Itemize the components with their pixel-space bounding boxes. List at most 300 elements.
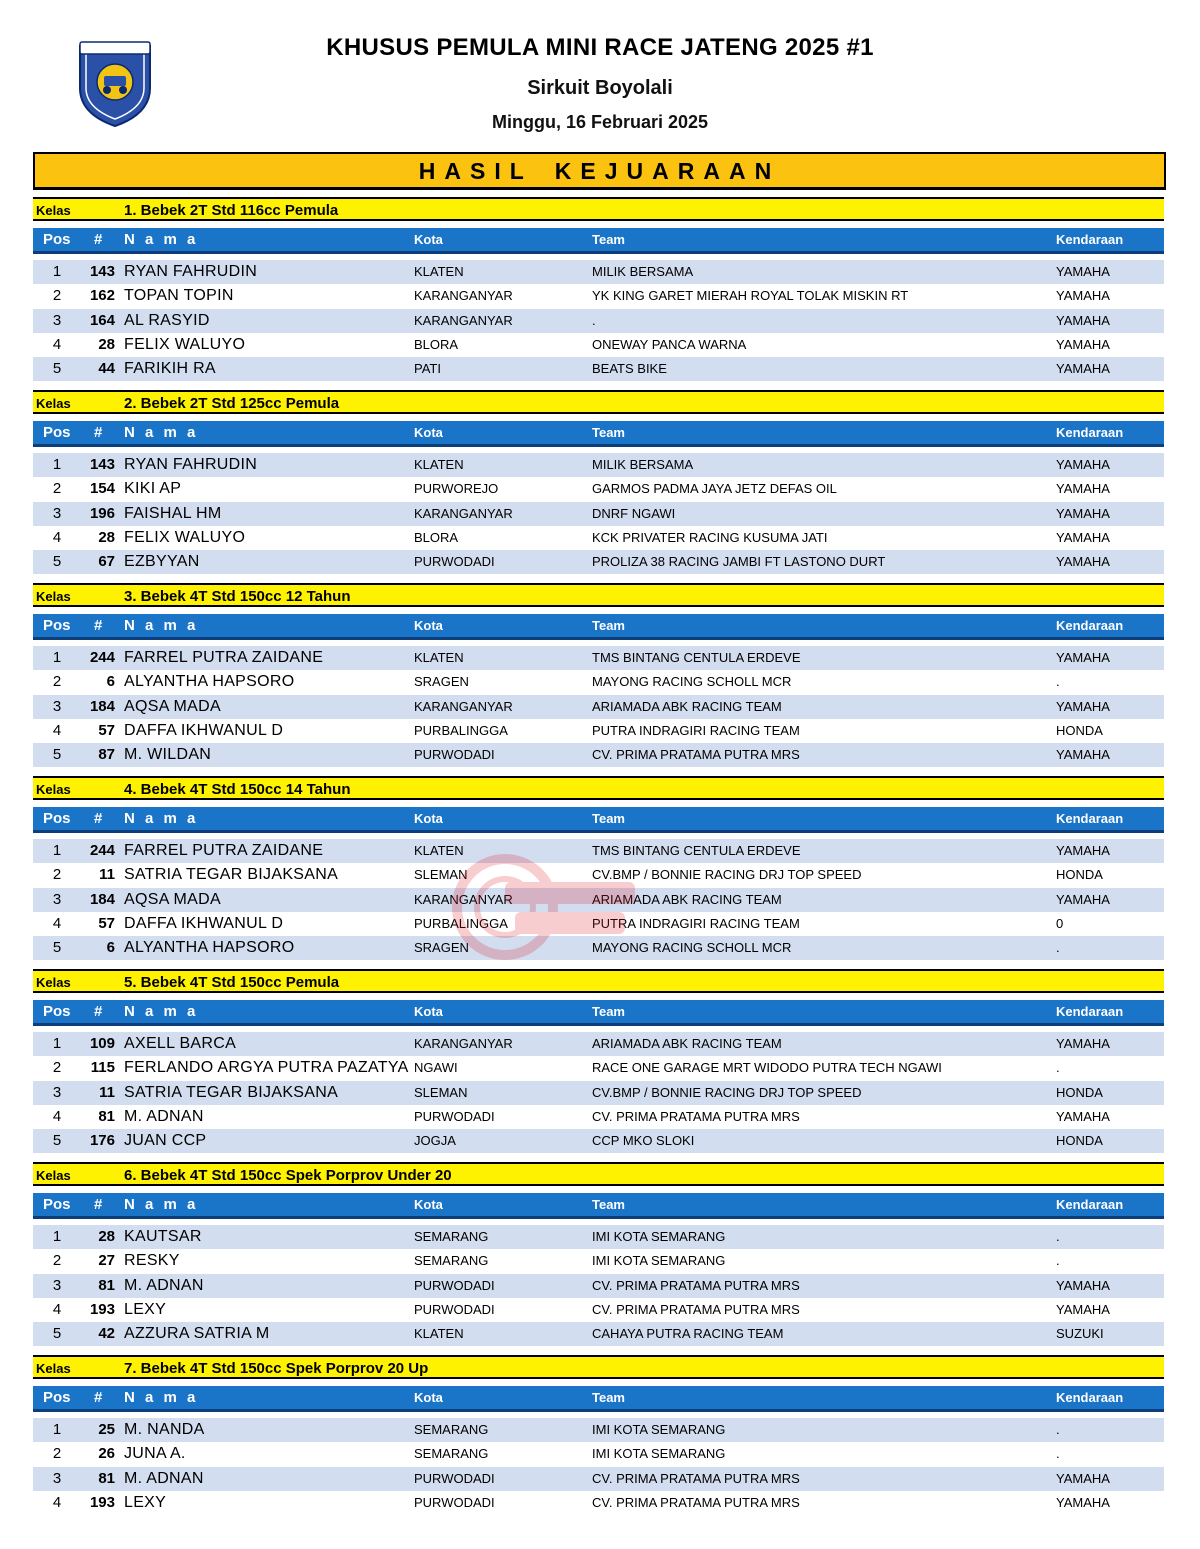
rider-number: 42 — [98, 1325, 115, 1343]
col-name: N a m a — [124, 617, 199, 634]
position: 5 — [52, 360, 62, 378]
table-row — [33, 453, 1164, 477]
col-city: Kota — [414, 232, 443, 247]
rider-team: MILIK BERSAMA — [592, 457, 694, 472]
rider-team: CV.BMP / BONNIE RACING DRJ TOP SPEED — [592, 1084, 862, 1100]
rider-number: 6 — [106, 673, 115, 691]
rider-team: CV. PRIMA PRATAMA PUTRA MRS — [592, 747, 800, 763]
rider-city: KARANGANYAR — [414, 288, 513, 304]
rider-vehicle: YAMAHA — [1056, 336, 1110, 352]
rider-name: SATRIA TEGAR BIJAKSANA — [124, 866, 339, 884]
rider-city: PURWODADI — [414, 1301, 495, 1317]
rider-team: CV. PRIMA PRATAMA PUTRA MRS — [592, 1470, 800, 1486]
col-city: Kota — [414, 811, 443, 826]
results-table — [33, 1225, 1164, 1346]
table-row — [33, 284, 1164, 308]
rider-city: PURWODADI — [414, 1108, 495, 1124]
rider-number: 57 — [98, 721, 115, 739]
rider-name: RYAN FAHRUDIN — [124, 456, 258, 473]
rider-name: JUAN CCP — [124, 1132, 207, 1150]
rider-team: CV. PRIMA PRATAMA PUTRA MRS — [592, 1494, 800, 1510]
position: 2 — [52, 673, 62, 691]
col-number: # — [94, 1196, 103, 1213]
rider-city: PURWODADI — [414, 1277, 495, 1293]
position: 5 — [52, 1325, 62, 1343]
rider-name: KIKI AP — [124, 480, 182, 498]
table-row — [33, 309, 1164, 333]
col-team: Team — [592, 232, 625, 247]
rider-name: KAUTSAR — [124, 1228, 202, 1245]
rider-vehicle: YAMAHA — [1056, 1036, 1110, 1051]
table-row — [33, 1322, 1164, 1346]
rider-number: 154 — [89, 480, 115, 498]
class-label: Kelas — [36, 1168, 71, 1183]
col-vehicle: Kendaraan — [1056, 1390, 1124, 1405]
col-name: N a m a — [124, 231, 199, 248]
results-table — [33, 260, 1164, 381]
table-row — [33, 743, 1164, 767]
table-row — [33, 695, 1164, 719]
col-pos: Pos — [43, 1389, 71, 1406]
rider-name: EZBYYAN — [124, 553, 200, 571]
class-section — [0, 1162, 1200, 1355]
position: 3 — [52, 890, 62, 908]
banner-word-kejuaraan: KEJUARAAN — [554, 158, 781, 184]
rider-vehicle: . — [1056, 1060, 1060, 1076]
col-city: Kota — [414, 1197, 443, 1212]
rider-team: ONEWAY PANCA WARNA — [592, 336, 747, 352]
table-row — [33, 526, 1164, 550]
rider-city: KLATEN — [414, 457, 464, 472]
position: 2 — [52, 1252, 62, 1270]
rider-vehicle: YAMAHA — [1056, 529, 1110, 545]
rider-vehicle: YAMAHA — [1056, 481, 1110, 497]
rider-name: FARREL PUTRA ZAIDANE — [124, 649, 324, 666]
table-row — [33, 1491, 1164, 1515]
col-vehicle: Kendaraan — [1056, 811, 1124, 826]
position: 3 — [52, 1469, 62, 1487]
rider-vehicle: YAMAHA — [1056, 843, 1110, 858]
table-header — [33, 1000, 1164, 1026]
rider-vehicle: HONDA — [1056, 722, 1103, 738]
position: 2 — [52, 480, 62, 498]
rider-team: MAYONG RACING SCHOLL MCR — [592, 940, 792, 956]
class-section — [0, 969, 1200, 1162]
rider-vehicle: HONDA — [1056, 1133, 1103, 1149]
col-pos: Pos — [43, 810, 71, 827]
col-city: Kota — [414, 1390, 443, 1405]
banner-word-hasil: HASIL — [418, 158, 533, 184]
position: 5 — [52, 1132, 62, 1150]
rider-name: ALYANTHA HAPSORO — [124, 673, 295, 691]
rider-vehicle: YAMAHA — [1056, 554, 1110, 570]
table-header — [33, 807, 1164, 833]
col-number: # — [94, 617, 103, 634]
rider-city: KARANGANYAR — [414, 891, 513, 907]
class-bar — [33, 1162, 1164, 1186]
col-team: Team — [592, 1390, 625, 1405]
col-city: Kota — [414, 618, 443, 633]
rider-number: 11 — [99, 866, 115, 884]
rider-city: PURWOREJO — [414, 481, 499, 497]
table-row — [33, 550, 1164, 574]
event-date: Minggu, 16 Februari 2025 — [491, 112, 709, 132]
class-name: 1. Bebek 2T Std 116cc Pemula — [124, 202, 339, 219]
position: 3 — [52, 1276, 62, 1294]
rider-team: MAYONG RACING SCHOLL MCR — [592, 674, 792, 690]
table-row — [33, 1442, 1164, 1466]
rider-name: TOPAN TOPIN — [124, 287, 234, 305]
rider-team: PUTRA INDRAGIRI RACING TEAM — [592, 722, 800, 738]
class-name: 4. Bebek 4T Std 150cc 14 Tahun — [124, 781, 351, 798]
table-row — [33, 1081, 1164, 1105]
table-row — [33, 863, 1164, 887]
rider-city: SLEMAN — [414, 867, 468, 883]
rider-vehicle: YAMAHA — [1056, 1470, 1110, 1486]
class-label: Kelas — [36, 396, 71, 411]
rider-number: 26 — [98, 1445, 115, 1463]
rider-team: CAHAYA PUTRA RACING TEAM — [592, 1326, 784, 1342]
rider-number: 67 — [98, 553, 115, 571]
rider-vehicle: . — [1056, 1446, 1060, 1462]
rider-vehicle: YAMAHA — [1056, 1277, 1110, 1293]
position: 4 — [52, 1300, 62, 1318]
col-vehicle: Kendaraan — [1056, 1197, 1124, 1212]
rider-team: IMI KOTA SEMARANG — [592, 1229, 726, 1244]
rider-city: SEMARANG — [414, 1253, 489, 1269]
rider-number: 81 — [98, 1107, 115, 1125]
rider-vehicle: YAMAHA — [1056, 264, 1110, 279]
class-name: 3. Bebek 4T Std 150cc 12 Tahun — [124, 588, 351, 605]
rider-team: ARIAMADA ABK RACING TEAM — [592, 891, 782, 907]
rider-city: SRAGEN — [414, 940, 469, 956]
rider-city: SEMARANG — [414, 1422, 489, 1437]
class-section — [0, 776, 1200, 969]
table-header — [33, 421, 1164, 447]
table-header — [33, 1193, 1164, 1219]
rider-vehicle: YAMAHA — [1056, 747, 1110, 763]
position: 1 — [52, 1421, 62, 1438]
table-row — [33, 1056, 1164, 1080]
rider-name: JUNA A. — [124, 1445, 186, 1463]
results-table — [33, 1418, 1164, 1515]
rider-team: PUTRA INDRAGIRI RACING TEAM — [592, 915, 800, 931]
position: 1 — [52, 1228, 62, 1245]
rider-name: FELIX WALUYO — [124, 335, 246, 353]
rider-vehicle: SUZUKI — [1056, 1326, 1104, 1342]
class-section — [0, 390, 1200, 583]
col-vehicle: Kendaraan — [1056, 425, 1124, 440]
table-header — [33, 228, 1164, 254]
class-name: 5. Bebek 4T Std 150cc Pemula — [124, 974, 340, 991]
class-label: Kelas — [36, 1361, 71, 1376]
rider-name: M. ADNAN — [124, 1107, 204, 1125]
rider-team: TMS BINTANG CENTULA ERDEVE — [592, 843, 801, 858]
rider-name: FARREL PUTRA ZAIDANE — [124, 842, 324, 859]
position: 2 — [52, 866, 62, 884]
rider-number: 143 — [89, 456, 115, 473]
table-row — [33, 888, 1164, 912]
table-header — [33, 614, 1164, 640]
rider-name: SATRIA TEGAR BIJAKSANA — [124, 1083, 339, 1101]
col-vehicle: Kendaraan — [1056, 1004, 1124, 1019]
rider-vehicle: . — [1056, 1422, 1060, 1437]
rider-name: RYAN FAHRUDIN — [124, 263, 258, 280]
rider-vehicle: YAMAHA — [1056, 288, 1110, 304]
rider-city: SRAGEN — [414, 674, 469, 690]
col-vehicle: Kendaraan — [1056, 232, 1124, 247]
rider-number: 27 — [98, 1252, 115, 1270]
rider-team: CV. PRIMA PRATAMA PUTRA MRS — [592, 1108, 800, 1124]
rider-number: 57 — [98, 914, 115, 932]
rider-name: RESKY — [124, 1252, 180, 1270]
rider-name: LEXY — [124, 1300, 167, 1318]
rider-vehicle: YAMAHA — [1056, 505, 1110, 521]
class-bar — [33, 1355, 1164, 1379]
rider-team: CV.BMP / BONNIE RACING DRJ TOP SPEED — [592, 867, 862, 883]
position: 3 — [52, 504, 62, 522]
table-row — [33, 1032, 1164, 1056]
class-section — [0, 583, 1200, 776]
table-row — [33, 477, 1164, 501]
rider-vehicle: HONDA — [1056, 867, 1103, 883]
rider-number: 87 — [98, 746, 115, 764]
rider-team: RACE ONE GARAGE MRT WIDODO PUTRA TECH NGAWI — [592, 1060, 942, 1076]
rider-name: AL RASYID — [124, 311, 210, 329]
class-name: 2. Bebek 2T Std 125cc Pemula — [124, 395, 340, 412]
rider-vehicle: . — [1056, 1229, 1060, 1244]
col-number: # — [94, 1389, 103, 1406]
rider-name: AXELL BARCA — [124, 1035, 237, 1052]
rider-number: 184 — [89, 890, 115, 908]
rider-city: PURWODADI — [414, 554, 495, 570]
rider-name: DAFFA IKHWANUL D — [124, 914, 284, 932]
rider-city: NGAWI — [414, 1060, 458, 1076]
rider-name: AZZURA SATRIA M — [124, 1325, 270, 1343]
rider-vehicle: YAMAHA — [1056, 698, 1110, 714]
rider-city: KARANGANYAR — [414, 1036, 513, 1051]
rider-number: 81 — [98, 1469, 115, 1487]
rider-name: M. ADNAN — [124, 1469, 204, 1487]
rider-vehicle: . — [1056, 940, 1060, 956]
rider-name: DAFFA IKHWANUL D — [124, 721, 284, 739]
position: 1 — [52, 1035, 62, 1052]
table-row — [33, 1418, 1164, 1442]
table-row — [33, 1129, 1164, 1153]
rider-team: ARIAMADA ABK RACING TEAM — [592, 1036, 782, 1051]
rider-city: KARANGANYAR — [414, 312, 513, 328]
rider-team: IMI KOTA SEMARANG — [592, 1253, 726, 1269]
rider-name: LEXY — [124, 1493, 167, 1511]
col-number: # — [94, 231, 103, 248]
table-header — [33, 1386, 1164, 1412]
table-row — [33, 936, 1164, 960]
table-row — [33, 646, 1164, 670]
col-city: Kota — [414, 425, 443, 440]
col-number: # — [94, 1003, 103, 1020]
position: 5 — [52, 553, 62, 571]
table-row — [33, 670, 1164, 694]
position: 4 — [52, 721, 62, 739]
position: 2 — [52, 287, 62, 305]
rider-city: PURWODADI — [414, 1494, 495, 1510]
class-bar — [33, 390, 1164, 414]
col-team: Team — [592, 811, 625, 826]
col-team: Team — [592, 1197, 625, 1212]
table-row — [33, 1225, 1164, 1249]
rider-city: JOGJA — [414, 1133, 456, 1149]
rider-vehicle: 0 — [1056, 915, 1064, 931]
rider-number: 44 — [98, 360, 115, 378]
position: 5 — [52, 746, 62, 764]
col-name: N a m a — [124, 1003, 199, 1020]
col-team: Team — [592, 425, 625, 440]
rider-team: CCP MKO SLOKI — [592, 1133, 695, 1149]
rider-city: KLATEN — [414, 843, 464, 858]
col-city: Kota — [414, 1004, 443, 1019]
rider-team: IMI KOTA SEMARANG — [592, 1422, 726, 1437]
rider-vehicle: YAMAHA — [1056, 891, 1110, 907]
rider-vehicle: YAMAHA — [1056, 1301, 1110, 1317]
rider-number: 244 — [89, 842, 115, 859]
col-name: N a m a — [124, 810, 199, 827]
col-number: # — [94, 424, 103, 441]
results-table — [33, 453, 1164, 574]
rider-city: PATI — [414, 361, 441, 377]
rider-number: 6 — [106, 939, 115, 957]
rider-number: 176 — [89, 1132, 115, 1150]
rider-vehicle: YAMAHA — [1056, 312, 1110, 328]
rider-name: FAISHAL HM — [124, 504, 222, 522]
rider-number: 164 — [89, 311, 115, 329]
rider-vehicle: YAMAHA — [1056, 1108, 1110, 1124]
rider-number: 143 — [89, 263, 115, 280]
rider-vehicle: YAMAHA — [1056, 361, 1110, 377]
results-table — [33, 646, 1164, 767]
table-row — [33, 1298, 1164, 1322]
rider-vehicle: HONDA — [1056, 1084, 1103, 1100]
col-pos: Pos — [43, 424, 71, 441]
rider-city: KLATEN — [414, 1326, 464, 1342]
rider-number: 28 — [98, 528, 115, 546]
rider-city: PURBALINGGA — [414, 722, 508, 738]
col-pos: Pos — [43, 1003, 71, 1020]
rider-name: M. NANDA — [124, 1421, 205, 1438]
table-row — [33, 1105, 1164, 1129]
col-pos: Pos — [43, 617, 71, 634]
rider-city: BLORA — [414, 336, 459, 352]
rider-team: PROLIZA 38 RACING JAMBI FT LASTONO DURT — [592, 554, 886, 570]
table-row — [33, 502, 1164, 526]
rider-number: 28 — [98, 1228, 115, 1245]
rider-team: YK KING GARET MIERAH ROYAL TOLAK MISKIN RT — [592, 288, 909, 304]
results-table — [33, 839, 1164, 960]
position: 4 — [52, 1493, 62, 1511]
position: 3 — [52, 311, 62, 329]
class-label: Kelas — [36, 782, 71, 797]
table-row — [33, 912, 1164, 936]
class-label: Kelas — [36, 589, 71, 604]
table-row — [33, 357, 1164, 381]
table-row — [33, 1467, 1164, 1491]
rider-city: KLATEN — [414, 264, 464, 279]
rider-vehicle: YAMAHA — [1056, 650, 1110, 665]
rider-city: PURBALINGGA — [414, 915, 508, 931]
position: 1 — [52, 263, 62, 280]
rider-team: GARMOS PADMA JAYA JETZ DEFAS OIL — [592, 481, 837, 497]
class-label: Kelas — [36, 203, 71, 218]
table-row — [33, 839, 1164, 863]
rider-number: 81 — [98, 1276, 115, 1294]
rider-team: ARIAMADA ABK RACING TEAM — [592, 698, 782, 714]
col-name: N a m a — [124, 1196, 199, 1213]
col-number: # — [94, 810, 103, 827]
rider-team: DNRF NGAWI — [592, 505, 676, 521]
rider-city: KLATEN — [414, 650, 464, 665]
rider-city: PURWODADI — [414, 747, 495, 763]
rider-vehicle: YAMAHA — [1056, 1494, 1110, 1510]
rider-name: AQSA MADA — [124, 697, 221, 715]
rider-team: KCK PRIVATER RACING KUSUMA JATI — [592, 529, 828, 545]
rider-name: M. ADNAN — [124, 1276, 204, 1294]
rider-city: BLORA — [414, 529, 459, 545]
col-pos: Pos — [43, 231, 71, 248]
position: 4 — [52, 335, 62, 353]
rider-name: FERLANDO ARGYA PUTRA PAZATYA — [124, 1059, 409, 1077]
col-vehicle: Kendaraan — [1056, 618, 1124, 633]
rider-vehicle: . — [1056, 1253, 1060, 1269]
results-banner — [33, 152, 1166, 190]
col-name: N a m a — [124, 424, 199, 441]
rider-number: 193 — [89, 1300, 115, 1318]
results-sections — [0, 197, 1200, 1548]
rider-number: 28 — [98, 335, 115, 353]
rider-name: FELIX WALUYO — [124, 528, 246, 546]
table-row — [33, 1249, 1164, 1273]
rider-number: 162 — [89, 287, 115, 305]
rider-city: SEMARANG — [414, 1229, 489, 1244]
rider-team: TMS BINTANG CENTULA ERDEVE — [592, 650, 801, 665]
table-row — [33, 260, 1164, 284]
rider-city: KARANGANYAR — [414, 505, 513, 521]
class-name: 7. Bebek 4T Std 150cc Spek Porprov 20 Up — [124, 1360, 429, 1377]
col-team: Team — [592, 1004, 625, 1019]
position: 1 — [52, 649, 62, 666]
class-name: 6. Bebek 4T Std 150cc Spek Porprov Under 20 — [124, 1167, 452, 1184]
rider-team: IMI KOTA SEMARANG — [592, 1446, 726, 1462]
class-label: Kelas — [36, 975, 71, 990]
position: 4 — [52, 914, 62, 932]
class-bar — [33, 197, 1164, 221]
position: 3 — [52, 697, 62, 715]
position: 4 — [52, 1107, 62, 1125]
rider-name: AQSA MADA — [124, 890, 221, 908]
rider-city: KARANGANYAR — [414, 698, 513, 714]
col-name: N a m a — [124, 1389, 199, 1406]
page-title: KHUSUS PEMULA MINI RACE JATENG 2025 #1 — [326, 34, 874, 61]
rider-number: 11 — [99, 1083, 115, 1101]
results-table — [33, 1032, 1164, 1153]
class-bar — [33, 969, 1164, 993]
rider-vehicle: . — [1056, 674, 1060, 690]
position: 1 — [52, 842, 62, 859]
position: 3 — [52, 1083, 62, 1101]
rider-number: 184 — [89, 697, 115, 715]
rider-number: 115 — [90, 1059, 115, 1077]
rider-city: SLEMAN — [414, 1084, 468, 1100]
rider-number: 193 — [89, 1493, 115, 1511]
rider-team: MILIK BERSAMA — [592, 264, 694, 279]
